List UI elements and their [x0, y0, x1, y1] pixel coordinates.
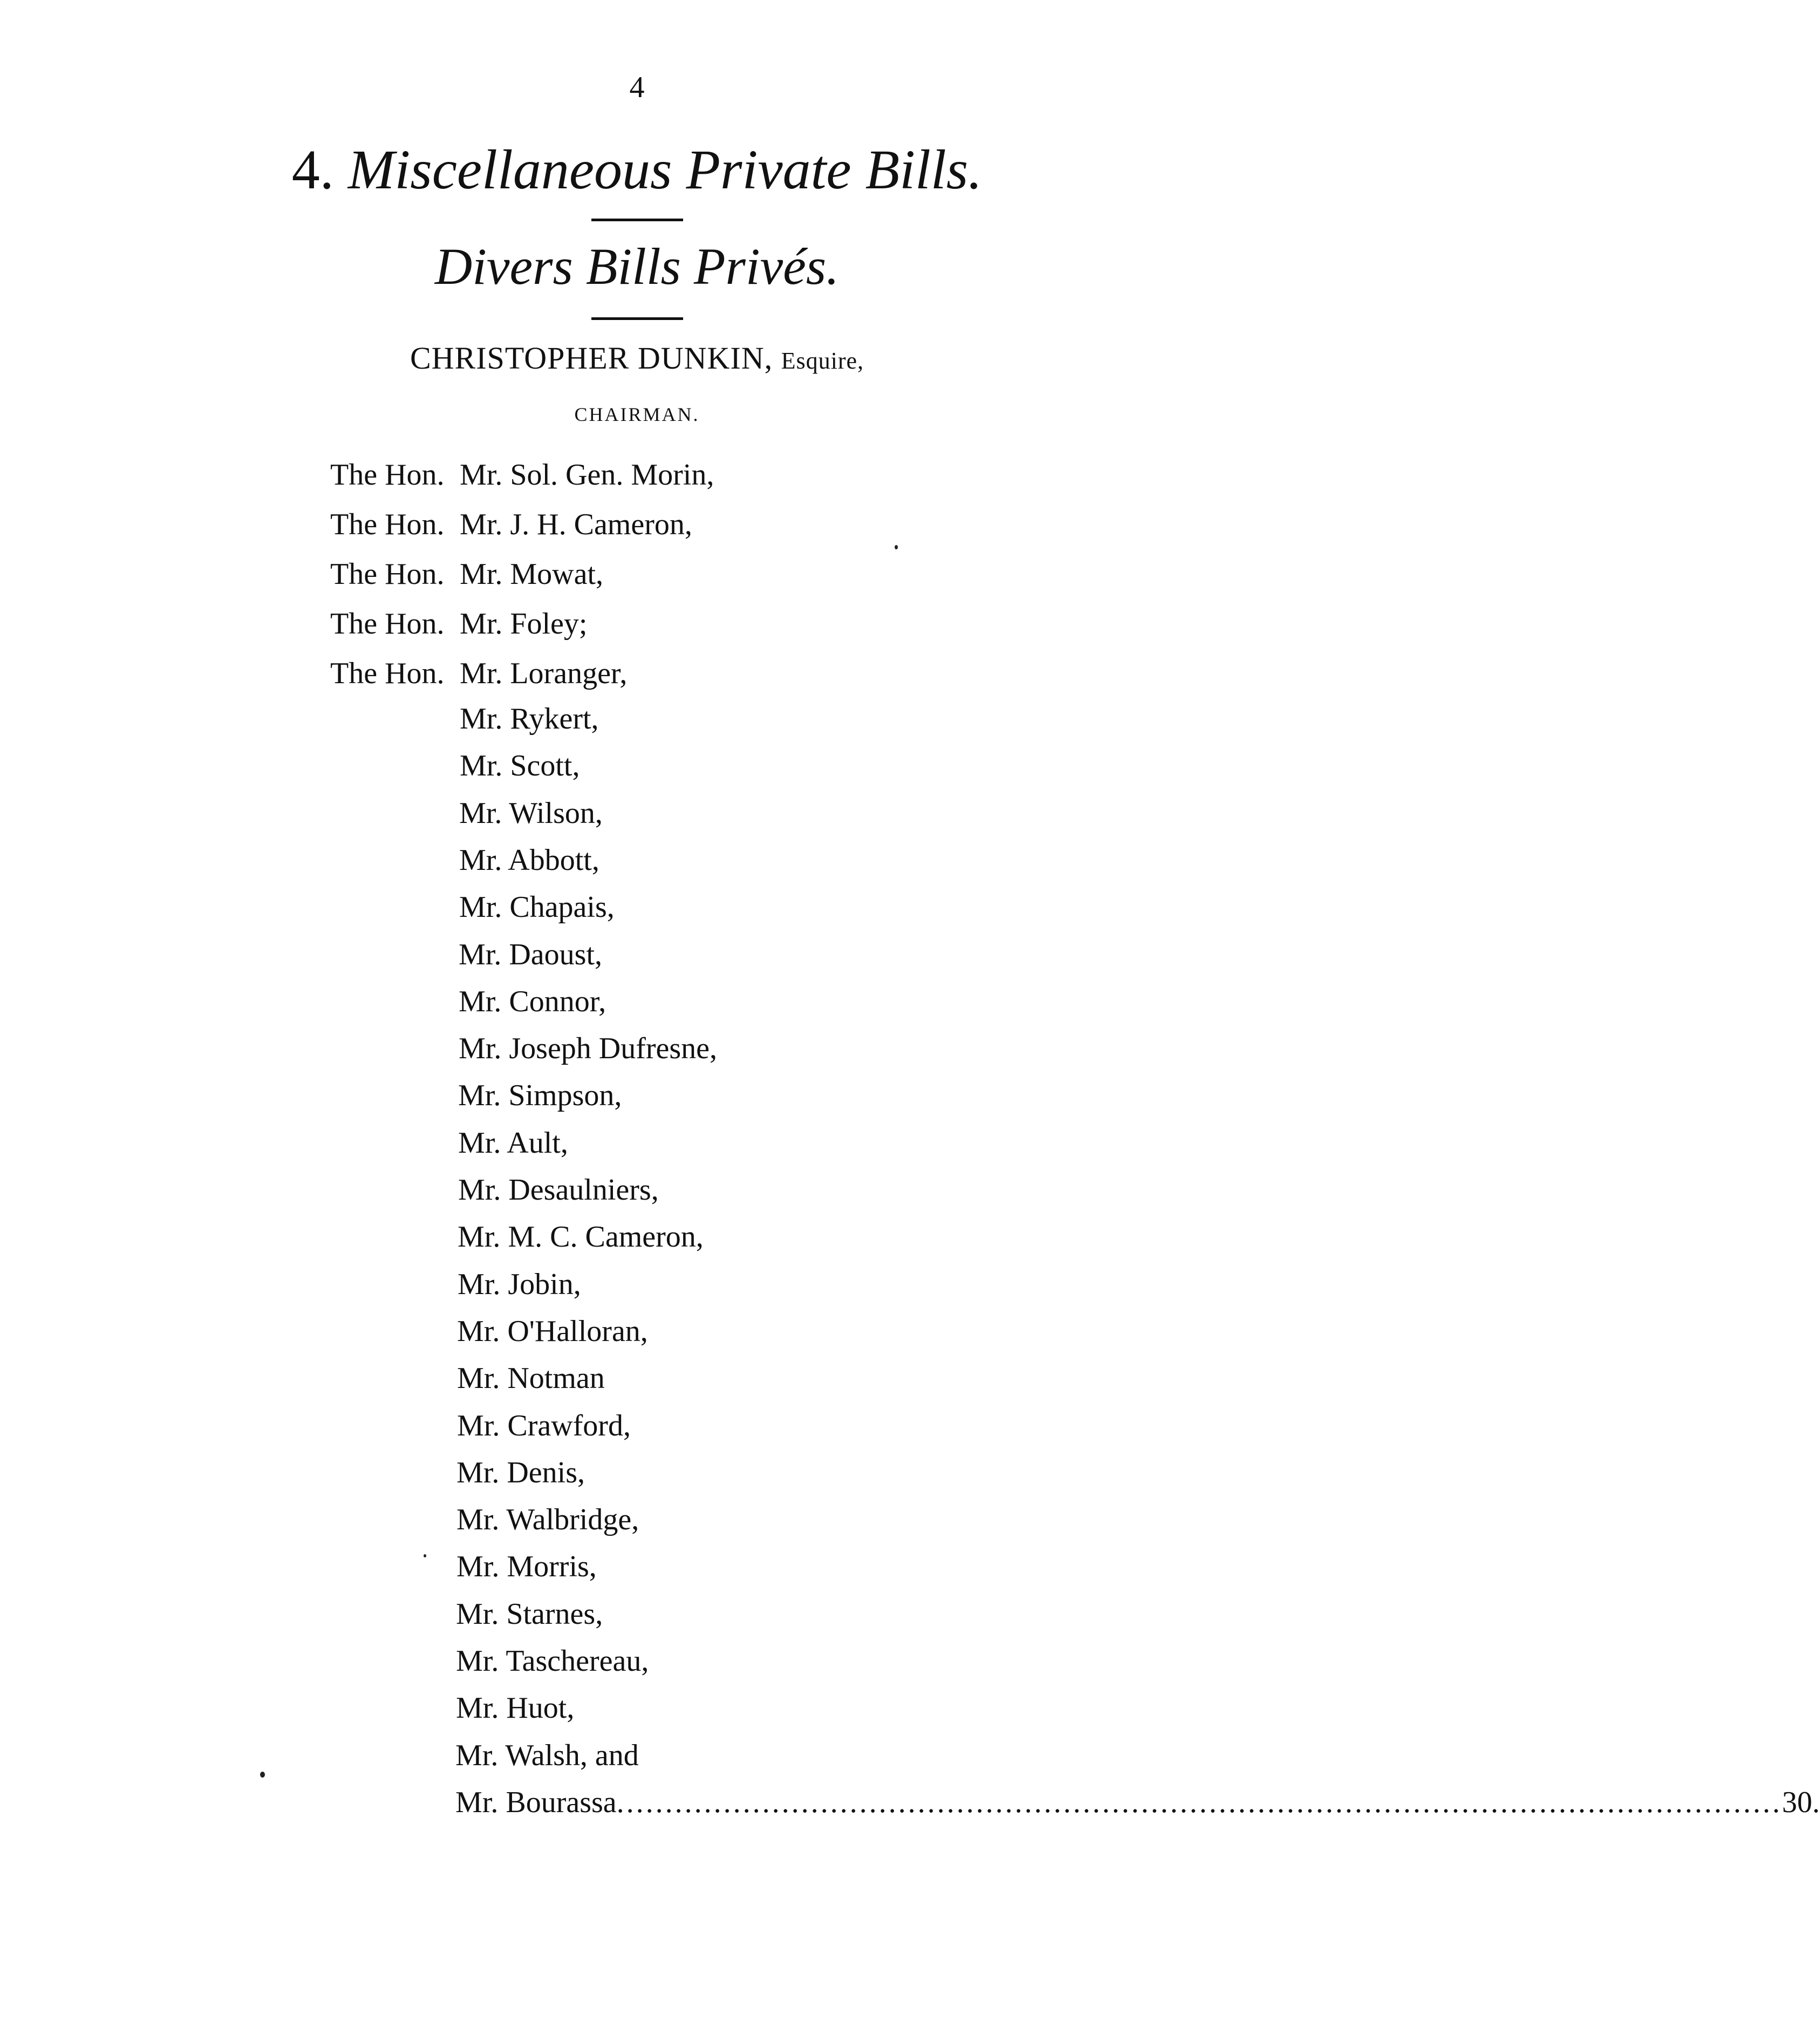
member-name: Mr. Joseph Dufresne, — [459, 1032, 718, 1065]
member-name: Mr. Denis, — [456, 1456, 585, 1489]
member-total: 30. — [1782, 1786, 1820, 1819]
member-name: Mr. Abbott, — [459, 843, 599, 877]
hon-prefix: The Hon. — [330, 557, 445, 591]
hon-prefix: The Hon. — [330, 657, 445, 690]
member-name: Mr. J. H. Cameron, — [460, 508, 692, 541]
member-name: Mr. Mowat, — [460, 557, 603, 591]
member-name: Mr. Ault, — [458, 1126, 568, 1160]
title-divider — [591, 219, 683, 221]
member-name: Mr. Walsh, and — [455, 1739, 639, 1772]
chairman-line — [0, 340, 1274, 376]
member-name: Mr. Crawford, — [457, 1409, 631, 1442]
hon-member-row — [330, 656, 627, 691]
member-name: Mr. Scott, — [460, 749, 580, 782]
chairman-suffix: Esquire, — [781, 348, 864, 374]
hon-prefix: The Hon. — [330, 508, 445, 541]
section-number: 4. — [291, 139, 334, 201]
print-speck — [895, 545, 898, 549]
page-number: 4 — [629, 71, 645, 104]
member-name: Mr. Desaulniers, — [458, 1173, 659, 1207]
subtitle-divider — [591, 317, 683, 320]
member-name: Mr. Starnes, — [456, 1597, 603, 1631]
member-name: Mr. Rykert, — [460, 702, 599, 736]
hon-prefix: The Hon. — [330, 607, 445, 641]
chairman-role: CHAIRMAN. — [574, 404, 700, 425]
section-subtitle: Divers Bills Privés. — [434, 237, 840, 295]
hon-prefix: The Hon. — [330, 458, 445, 492]
member-name: Mr. Chapais, — [459, 890, 615, 924]
member-name: Mr. Notman — [457, 1362, 605, 1395]
hon-member-row — [330, 557, 603, 591]
hon-member-row — [330, 458, 714, 492]
member-name: Mr. Taschereau, — [456, 1644, 649, 1678]
print-speck — [424, 1554, 426, 1557]
member-name: Mr. Jobin, — [458, 1268, 581, 1301]
member-name: Mr. Connor, — [459, 985, 606, 1018]
member-name: Mr. Simpson, — [458, 1079, 622, 1112]
chairman-name: CHRISTOPHER DUNKIN, — [410, 341, 773, 376]
member-name: Mr. Morris, — [456, 1550, 597, 1583]
member-name: Mr. Daoust, — [459, 938, 602, 971]
member-name: Mr. Sol. Gen. Morin, — [460, 458, 714, 492]
hon-member-row — [330, 507, 692, 542]
member-name: Mr. Foley; — [460, 607, 588, 641]
last-member-name: Mr. Bourassa — [455, 1786, 617, 1819]
dot-leader: ........................................................................................................................ — [616, 1786, 1782, 1819]
member-name: Mr. M. C. Cameron, — [458, 1220, 704, 1254]
member-name: Mr. Wilson, — [459, 797, 603, 830]
section-title — [0, 138, 1274, 202]
print-speck — [260, 1772, 265, 1778]
last-member-line — [455, 1785, 1820, 1820]
member-name: Mr. Loranger, — [460, 657, 628, 690]
member-name: Mr. Walbridge, — [456, 1503, 639, 1536]
section-title-text: Miscellaneous Private Bills. — [347, 139, 983, 201]
member-name: Mr. Huot, — [456, 1691, 575, 1725]
hon-member-row — [330, 607, 587, 641]
member-name: Mr. O'Halloran, — [457, 1315, 648, 1348]
